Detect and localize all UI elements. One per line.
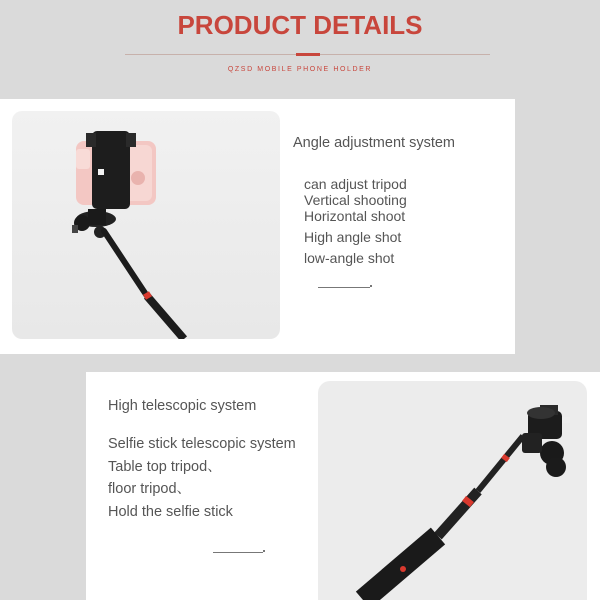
list-item: High angle shot bbox=[304, 229, 402, 245]
telescopic-feature-list bbox=[108, 433, 328, 523]
list-item: can adjust tripod bbox=[304, 176, 407, 192]
telescopic-section-title: High telescopic system bbox=[108, 398, 257, 414]
list-item: Table top tripod、 bbox=[108, 458, 222, 475]
angle-feature-text bbox=[293, 135, 455, 266]
selfie-stick-photo bbox=[318, 381, 587, 600]
page-subtitle: QZSD MOBILE PHONE HOLDER bbox=[227, 66, 373, 73]
list-item: Selfie stick telescopic system bbox=[108, 436, 296, 452]
list-item: Horizontal shoot bbox=[304, 208, 406, 224]
phone-holder-photo bbox=[12, 111, 280, 339]
list-item: Hold the selfie stick bbox=[108, 503, 233, 520]
phone-holder-illustration bbox=[12, 111, 280, 339]
page-title: PRODUCT DETAILS bbox=[177, 10, 423, 40]
header-accent-bar bbox=[296, 53, 320, 56]
telescopic-feature-text bbox=[108, 398, 296, 520]
list-item: low-angle shot bbox=[304, 250, 395, 266]
angle-adjustment-card bbox=[0, 99, 515, 354]
decorative-rule bbox=[318, 287, 370, 288]
decorative-dot bbox=[370, 285, 372, 287]
decorative-rule bbox=[213, 552, 263, 553]
decorative-dot bbox=[263, 550, 265, 552]
list-item: Vertical shooting bbox=[304, 192, 407, 208]
angle-feature-list bbox=[304, 176, 504, 266]
selfie-stick-illustration bbox=[318, 381, 587, 600]
list-item: floor tripod、 bbox=[108, 481, 192, 497]
telescopic-system-card bbox=[86, 372, 600, 600]
angle-section-title: Angle adjustment system bbox=[293, 135, 455, 151]
